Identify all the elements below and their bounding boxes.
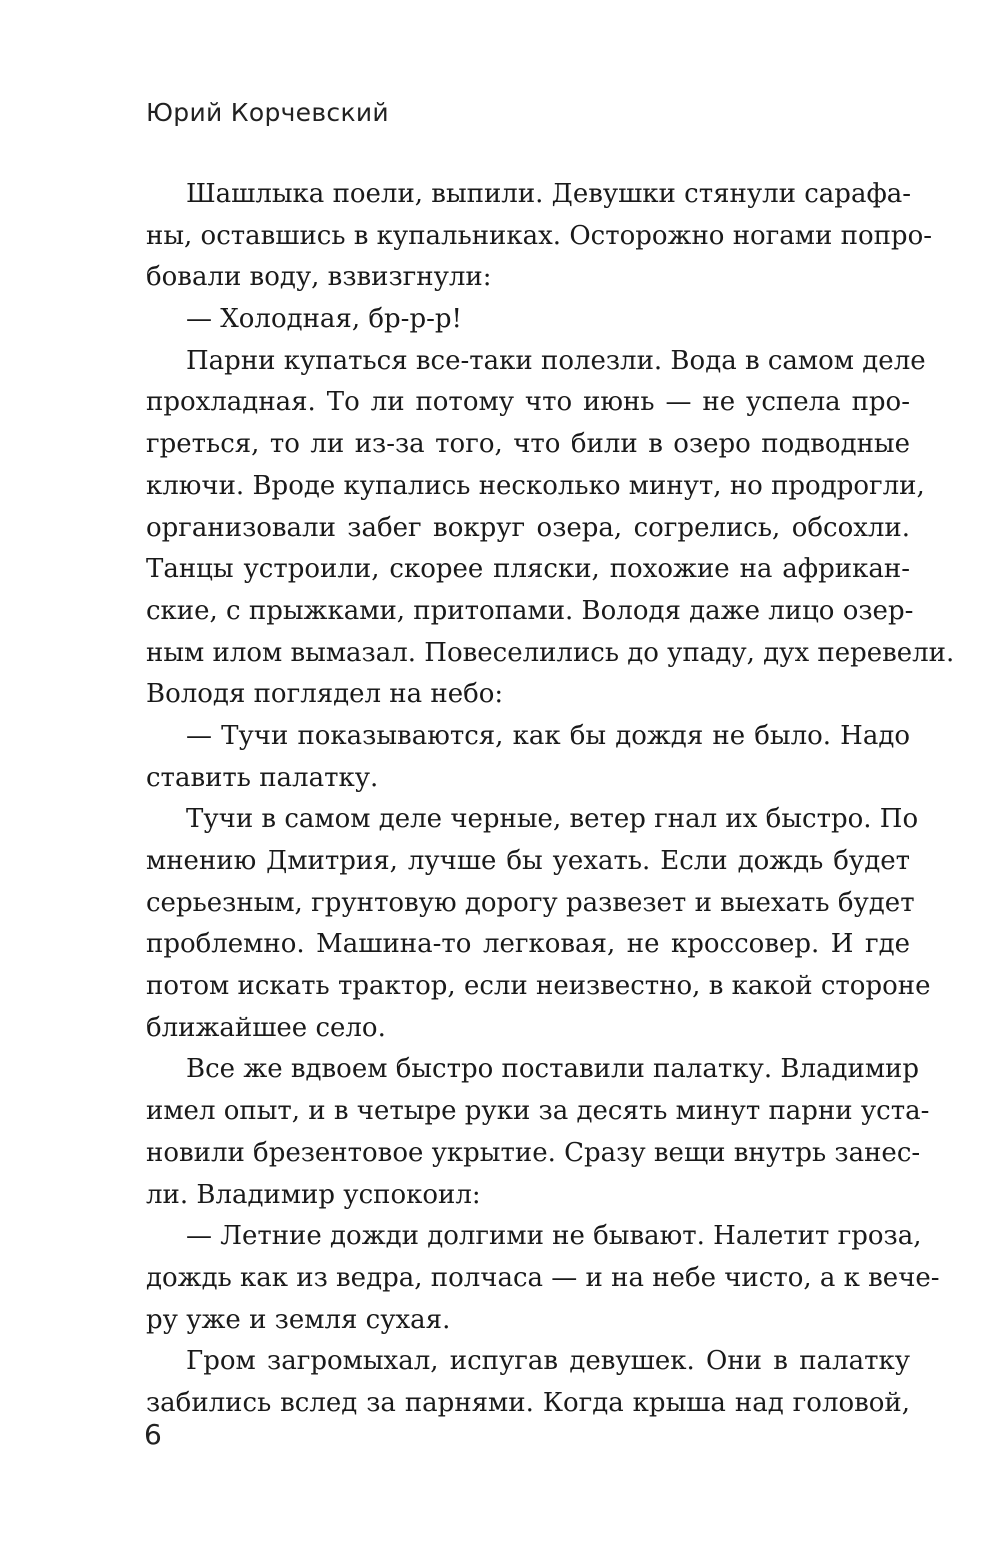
page-number: 6 — [144, 1418, 162, 1451]
text-line: Все же вдвоем быстро поставили палатку. Владимир — [186, 1054, 920, 1085]
text-line: — Тучи показываются, как бы дождя не было. Надо — [186, 720, 910, 751]
text-line: ру уже и земля сухая. — [146, 1304, 451, 1335]
text-line: ли. Владимир успокоил: — [146, 1179, 481, 1210]
text-line: Тучи в самом деле черные, ветер гнал их быстро. По — [186, 804, 919, 835]
text-line: греться, то ли из-за того, что били в озеро подводные — [146, 429, 910, 460]
text-line: Гром загромыхал, испугав девушек. Они в палатку — [186, 1346, 910, 1377]
text-line: ставить палатку. — [146, 762, 379, 793]
text-line: серьезным, грунтовую дорогу развезет и выехать будет — [146, 887, 915, 918]
text-line: имел опыт, и в четыре руки за десять минут парни уста- — [146, 1096, 930, 1127]
text-line: забились вслед за парнями. Когда крыша над головой, — [146, 1387, 910, 1418]
text-line: Володя поглядел на небо: — [146, 679, 504, 710]
text-line: новили брезентовое укрытие. Сразу вещи внутрь занес- — [146, 1137, 921, 1168]
text-line: — Летние дожди долгими не бывают. Налетит гроза, — [186, 1221, 922, 1252]
text-line: потом искать трактор, если неизвестно, в какой стороне — [146, 971, 931, 1002]
text-line: ключи. Вроде купались несколько минут, но продрогли, — [146, 470, 925, 501]
text-line: ближайшее село. — [146, 1012, 386, 1043]
running-header-author: Юрий Корчевский — [146, 98, 389, 127]
text-line: ны, оставшись в купальниках. Осторожно ногами попро- — [146, 220, 933, 251]
text-line: прохладная. То ли потому что июнь — не успела про- — [146, 387, 910, 418]
text-line: ным илом вымазал. Повеселились до упаду, дух перевели. — [146, 637, 955, 668]
text-line: Танцы устроили, скорее пляски, похожие на африкан- — [146, 554, 910, 585]
text-line: дождь как из ведра, полчаса — и на небе чисто, а к вече- — [146, 1262, 940, 1293]
text-line: ские, с прыжками, притопами. Володя даже лицо озер- — [146, 595, 914, 626]
text-line: проблемно. Машина-то легковая, не кроссовер. И где — [146, 929, 910, 960]
text-line: бовали воду, взвизгнули: — [146, 262, 492, 293]
text-line: — Холодная, бр-р-р! — [186, 304, 462, 335]
text-line: Парни купаться все-таки полезли. Вода в самом деле — [186, 345, 926, 376]
text-line: Шашлыка поели, выпили. Девушки стянули сарафа- — [186, 179, 912, 209]
text-line: организовали забег вокруг озера, согрелись, обсохли. — [146, 512, 910, 543]
body-text — [146, 174, 955, 1425]
text-line: мнению Дмитрия, лучше бы уехать. Если дождь будет — [146, 846, 910, 876]
